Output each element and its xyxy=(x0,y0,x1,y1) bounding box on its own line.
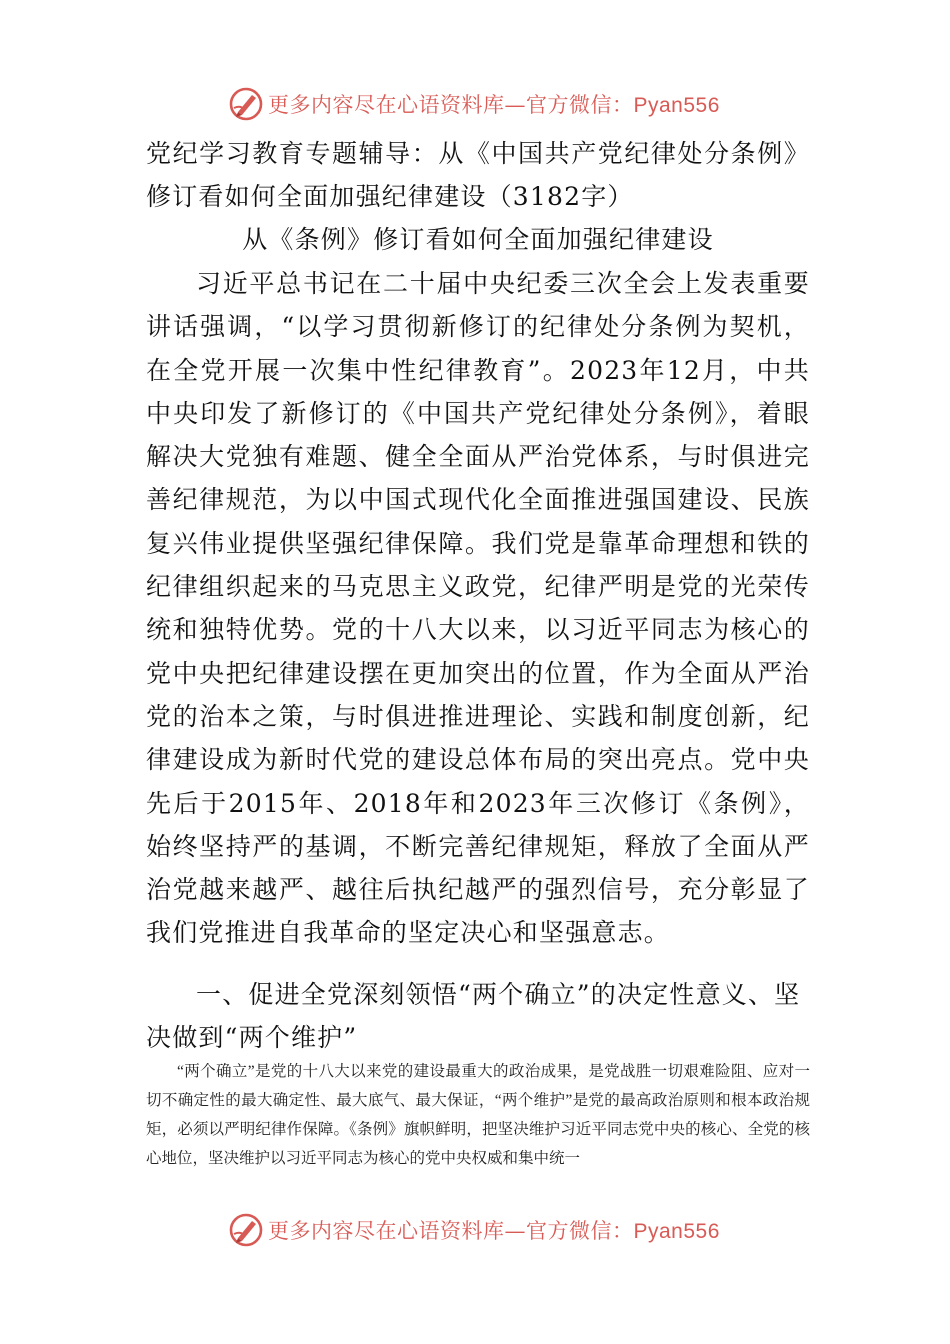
pen-logo-icon xyxy=(228,1212,264,1248)
section-heading-1: 一、促进全党深刻领悟“两个确立”的决定性意义、坚决做到“两个维护” xyxy=(146,980,801,1053)
document-title: 党纪学习教育专题辅导：从《中国共产党纪律处分条例》修订看如何全面加强纪律建设（3182字） xyxy=(146,139,810,212)
banner-text: 更多内容尽在心语资料库—官方微信：Pyan556 xyxy=(268,93,720,117)
footer-watermark-banner xyxy=(228,1210,728,1250)
banner-text: 更多内容尽在心语资料库—官方微信：Pyan556 xyxy=(268,1219,720,1243)
wechat-id: Pyan556 xyxy=(633,94,720,117)
header-watermark-banner xyxy=(228,84,728,124)
wechat-id: Pyan556 xyxy=(633,1220,720,1243)
document-subtitle: 从《条例》修订看如何全面加强纪律建设 xyxy=(242,225,714,254)
body-paragraph-2: “两个确立”是党的十八大以来党的建设最重大的政治成果，是党战胜一切艰难险阻、应对一切不确定性的最大确定性、最大底气、最大保证，“两个维护”是党的最高政治原则和根本政治规矩，必须以严明纪律作保障。《条例》旗帜鲜明，把坚决维护习近平同志党中央的核心、全党的核心地位，坚决维护以习近平同志为核心的党中央权威和集中统一 xyxy=(146,1063,810,1167)
pen-logo-icon xyxy=(228,86,264,122)
body-paragraph-1: 习近平总书记在二十届中央纪委三次全会上发表重要讲话强调，“以学习贯彻新修订的纪律处分条例为契机，在全党开展一次集中性纪律教育”。2023年12月，中共中央印发了新修订的《中国共产党纪律处分条例》，着眼解决大党独有难题、健全全面从严治党体系，与时俱进完善纪律规范，为以中国式现代化全面推进强国建设、民族复兴伟业提供坚强纪律保障。我们党是靠革命理想和铁的纪律组织起来的马克思主义政党，纪律严明是党的光荣传统和独特优势。党的十八大以来，以习近平同志为核心的党中央把纪律建设摆在更加突出的位置，作为全面从严治党的治本之策，与时俱进推进理论、实践和制度创新，纪律建设成为新时代党的建设总体布局的突出亮点。党中央先后于2015年、2018年和2023年三次修订《条例》，始终坚持严的基调，不断完善纪律规矩，释放了全面从严治党越来越严、越往后执纪越严的强烈信号，充分彰显了我们党推进自我革命的坚定决心和坚强意志。 xyxy=(146,269,810,948)
